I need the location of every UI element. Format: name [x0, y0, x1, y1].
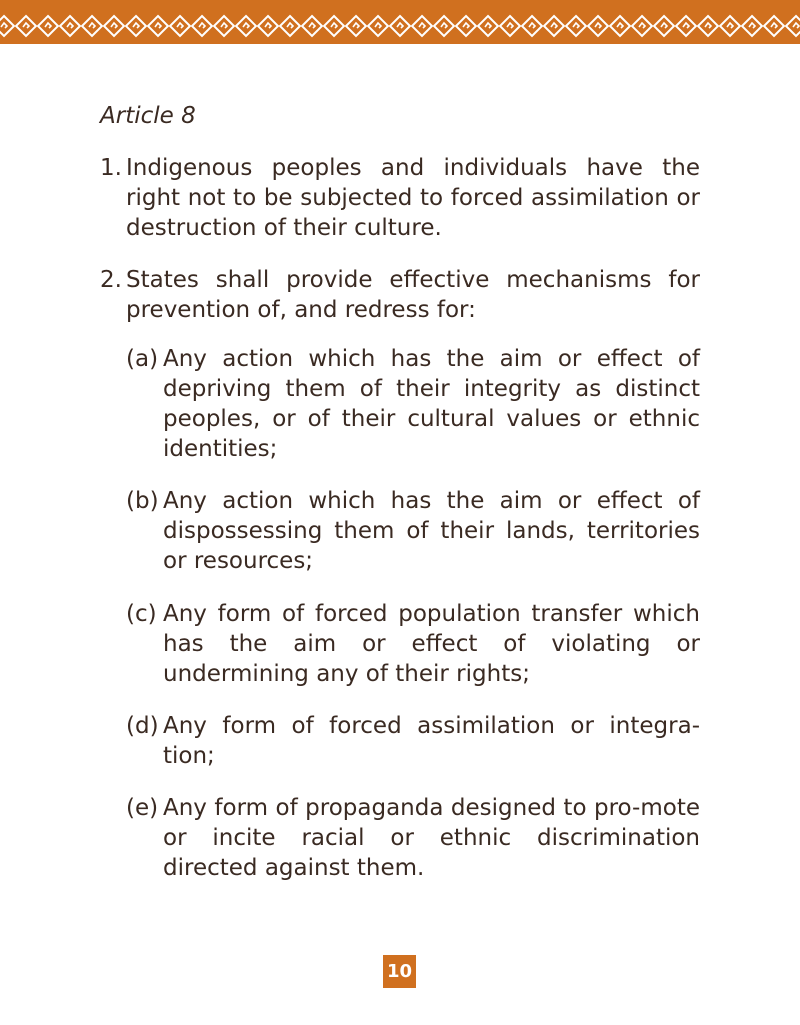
- sub-item-e: [126, 793, 700, 883]
- sub-item-d: [126, 711, 700, 771]
- paragraph-2: [100, 265, 700, 325]
- sub-item-label: (d): [126, 713, 159, 739]
- sub-item-text: Any form of forced population transfer which has the aim or effect of violating or undermining any of their rights;: [163, 601, 700, 687]
- sub-item-text: Any action which has the aim or effect of dispossessing them of their lands, territories or resources;: [163, 488, 700, 574]
- article-title: Article 8: [100, 103, 196, 129]
- decorative-header-band: [0, 0, 800, 44]
- paragraph-text: States shall provide effective mechanisms for prevention of, and redress for:: [126, 267, 700, 323]
- paragraph-text: Indigenous peoples and individuals have the right not to be subjected to forced assimilation or destruction of their culture.: [126, 155, 700, 241]
- sub-item-label: (b): [126, 488, 159, 514]
- paragraph-number: 2.: [100, 267, 122, 293]
- page-number-badge: 10: [383, 955, 416, 988]
- sub-item-a: [126, 344, 700, 464]
- sub-item-text: Any form of propaganda designed to pro-mote or incite racial or ethnic discrimination directed against them.: [163, 795, 700, 881]
- sub-item-label: (e): [126, 795, 159, 821]
- sub-item-text: Any action which has the aim or effect of depriving them of their integrity as distinct peoples, or of their cultural values or ethnic identities;: [163, 346, 700, 462]
- diamond-ornament-icon: [0, 0, 800, 44]
- sub-item-label: (c): [126, 601, 157, 627]
- sub-item-label: (a): [126, 346, 159, 372]
- paragraph-1: [100, 153, 700, 243]
- paragraph-number: 1.: [100, 155, 122, 181]
- sub-item-b: [126, 486, 700, 576]
- sub-item-c: [126, 599, 700, 689]
- sub-item-text: Any form of forced assimilation or integra-tion;: [163, 713, 700, 769]
